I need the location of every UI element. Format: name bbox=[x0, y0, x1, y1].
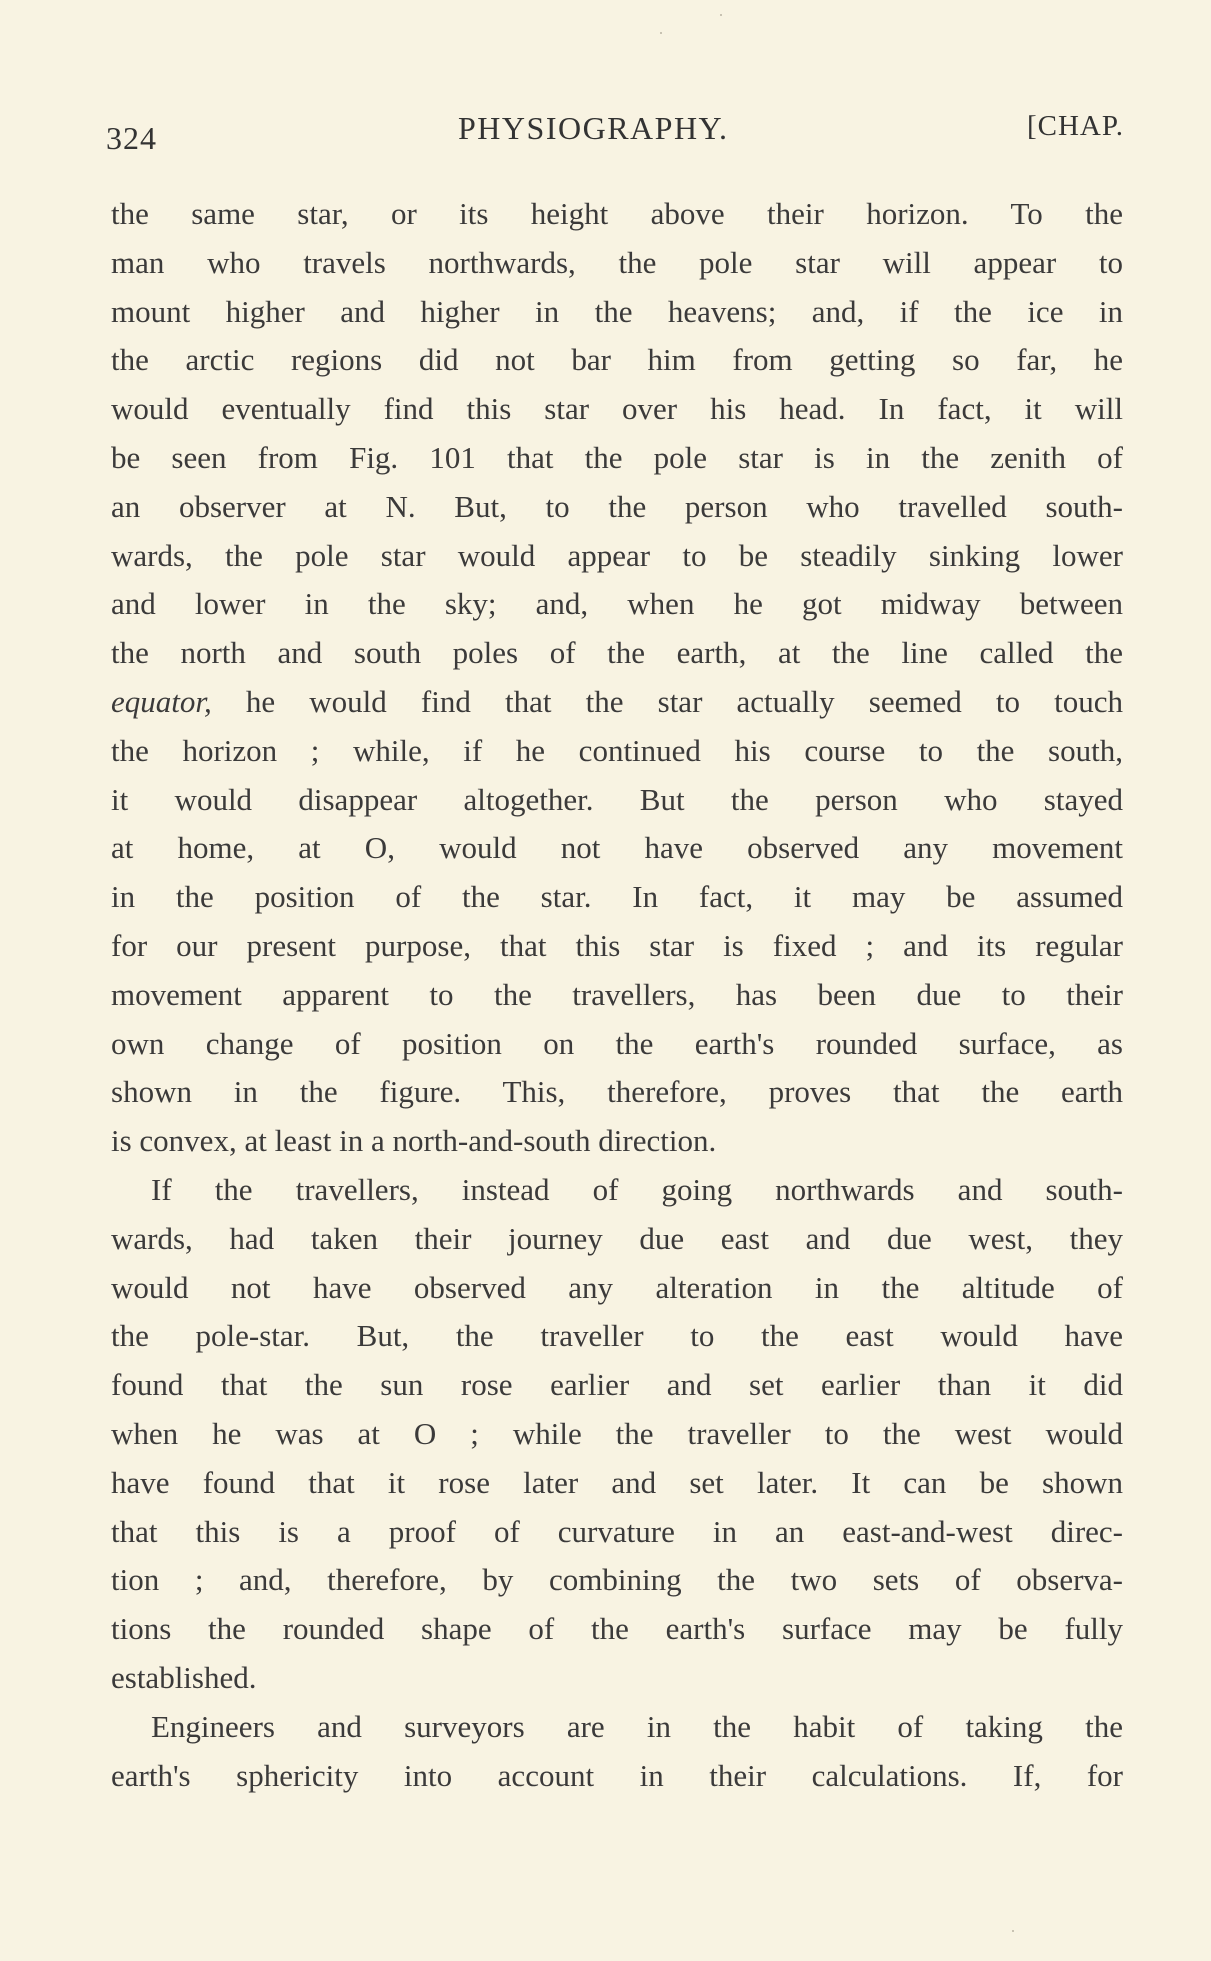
page-header bbox=[106, 110, 1124, 160]
text-line: when he was at O ; while the traveller to the west would bbox=[111, 1415, 1123, 1451]
text-line-rest: he would find that the star actually seemed to touch bbox=[211, 683, 1123, 719]
paper-speck bbox=[660, 32, 662, 34]
paper-speck bbox=[720, 14, 722, 16]
paper-speck bbox=[1012, 1930, 1014, 1932]
text-line: mount higher and higher in the heavens; and, if the ice in bbox=[111, 293, 1123, 329]
text-line: an observer at N. But, to the person who travelled south- bbox=[111, 488, 1123, 524]
text-line: and lower in the sky; and, when he got midway between bbox=[111, 586, 1123, 622]
text-line: is convex, at least in a north-and-south direction. bbox=[111, 1123, 717, 1159]
text-line: movement apparent to the travellers, has been due to their bbox=[111, 976, 1123, 1012]
text-line: tion ; and, therefore, by combining the two sets of observa- bbox=[111, 1562, 1123, 1598]
text-line: found that the sun rose earlier and set earlier than it did bbox=[111, 1367, 1123, 1403]
text-line: be seen from Fig. 101 that the pole star is in the zenith of bbox=[111, 439, 1123, 475]
text-line: wards, the pole star would appear to be steadily sinking lower bbox=[111, 537, 1123, 573]
text-line: would eventually find this star over his head. In fact, it will bbox=[111, 391, 1123, 427]
text-line: tions the rounded shape of the earth's surface may be fully bbox=[111, 1611, 1123, 1647]
text-line: the pole-star. But, the traveller to the east would have bbox=[111, 1318, 1123, 1354]
text-line: man who travels northwards, the pole star will appear to bbox=[111, 244, 1123, 280]
text-line: own change of position on the earth's rounded surface, as bbox=[111, 1025, 1123, 1061]
text-line: at home, at O, would not have observed any movement bbox=[111, 830, 1123, 866]
text-line: have found that it rose later and set later. It can be shown bbox=[111, 1464, 1123, 1500]
text-line: shown in the figure. This, therefore, proves that the earth bbox=[111, 1074, 1123, 1110]
body-text bbox=[111, 190, 1123, 1800]
text-line: the arctic regions did not bar him from getting so far, he bbox=[111, 342, 1123, 378]
paragraph-start-line: Engineers and surveyors are in the habit of taking the bbox=[151, 1708, 1123, 1744]
text-line: established. bbox=[111, 1659, 257, 1695]
text-line: for our present purpose, that this star is fixed ; and its regular bbox=[111, 927, 1123, 963]
text-line: the north and south poles of the earth, at the line called the bbox=[111, 635, 1123, 671]
text-line: wards, had taken their journey due east and due west, they bbox=[111, 1220, 1123, 1256]
text-line: would not have observed any alteration in the altitude of bbox=[111, 1269, 1123, 1305]
running-title: PHYSIOGRAPHY. bbox=[458, 110, 729, 146]
text-line: it would disappear altogether. But the person who stayed bbox=[111, 781, 1123, 817]
text-line: in the position of the star. In fact, it may be assumed bbox=[111, 879, 1123, 915]
italic-term-equator: equator, bbox=[111, 683, 212, 719]
text-line: the horizon ; while, if he continued his course to the south, bbox=[111, 732, 1123, 768]
chapter-mark: [CHAP. bbox=[1026, 110, 1124, 142]
page-number: 324 bbox=[106, 120, 157, 156]
text-line: the same star, or its height above their horizon. To the bbox=[111, 196, 1123, 231]
text-line: that this is a proof of curvature in an east-and-west direc- bbox=[111, 1513, 1123, 1549]
text-line bbox=[111, 678, 1123, 727]
paragraph-start-line: If the travellers, instead of going northwards and south- bbox=[151, 1171, 1123, 1207]
text-line: earth's sphericity into account in their calculations. If, for bbox=[111, 1757, 1123, 1793]
